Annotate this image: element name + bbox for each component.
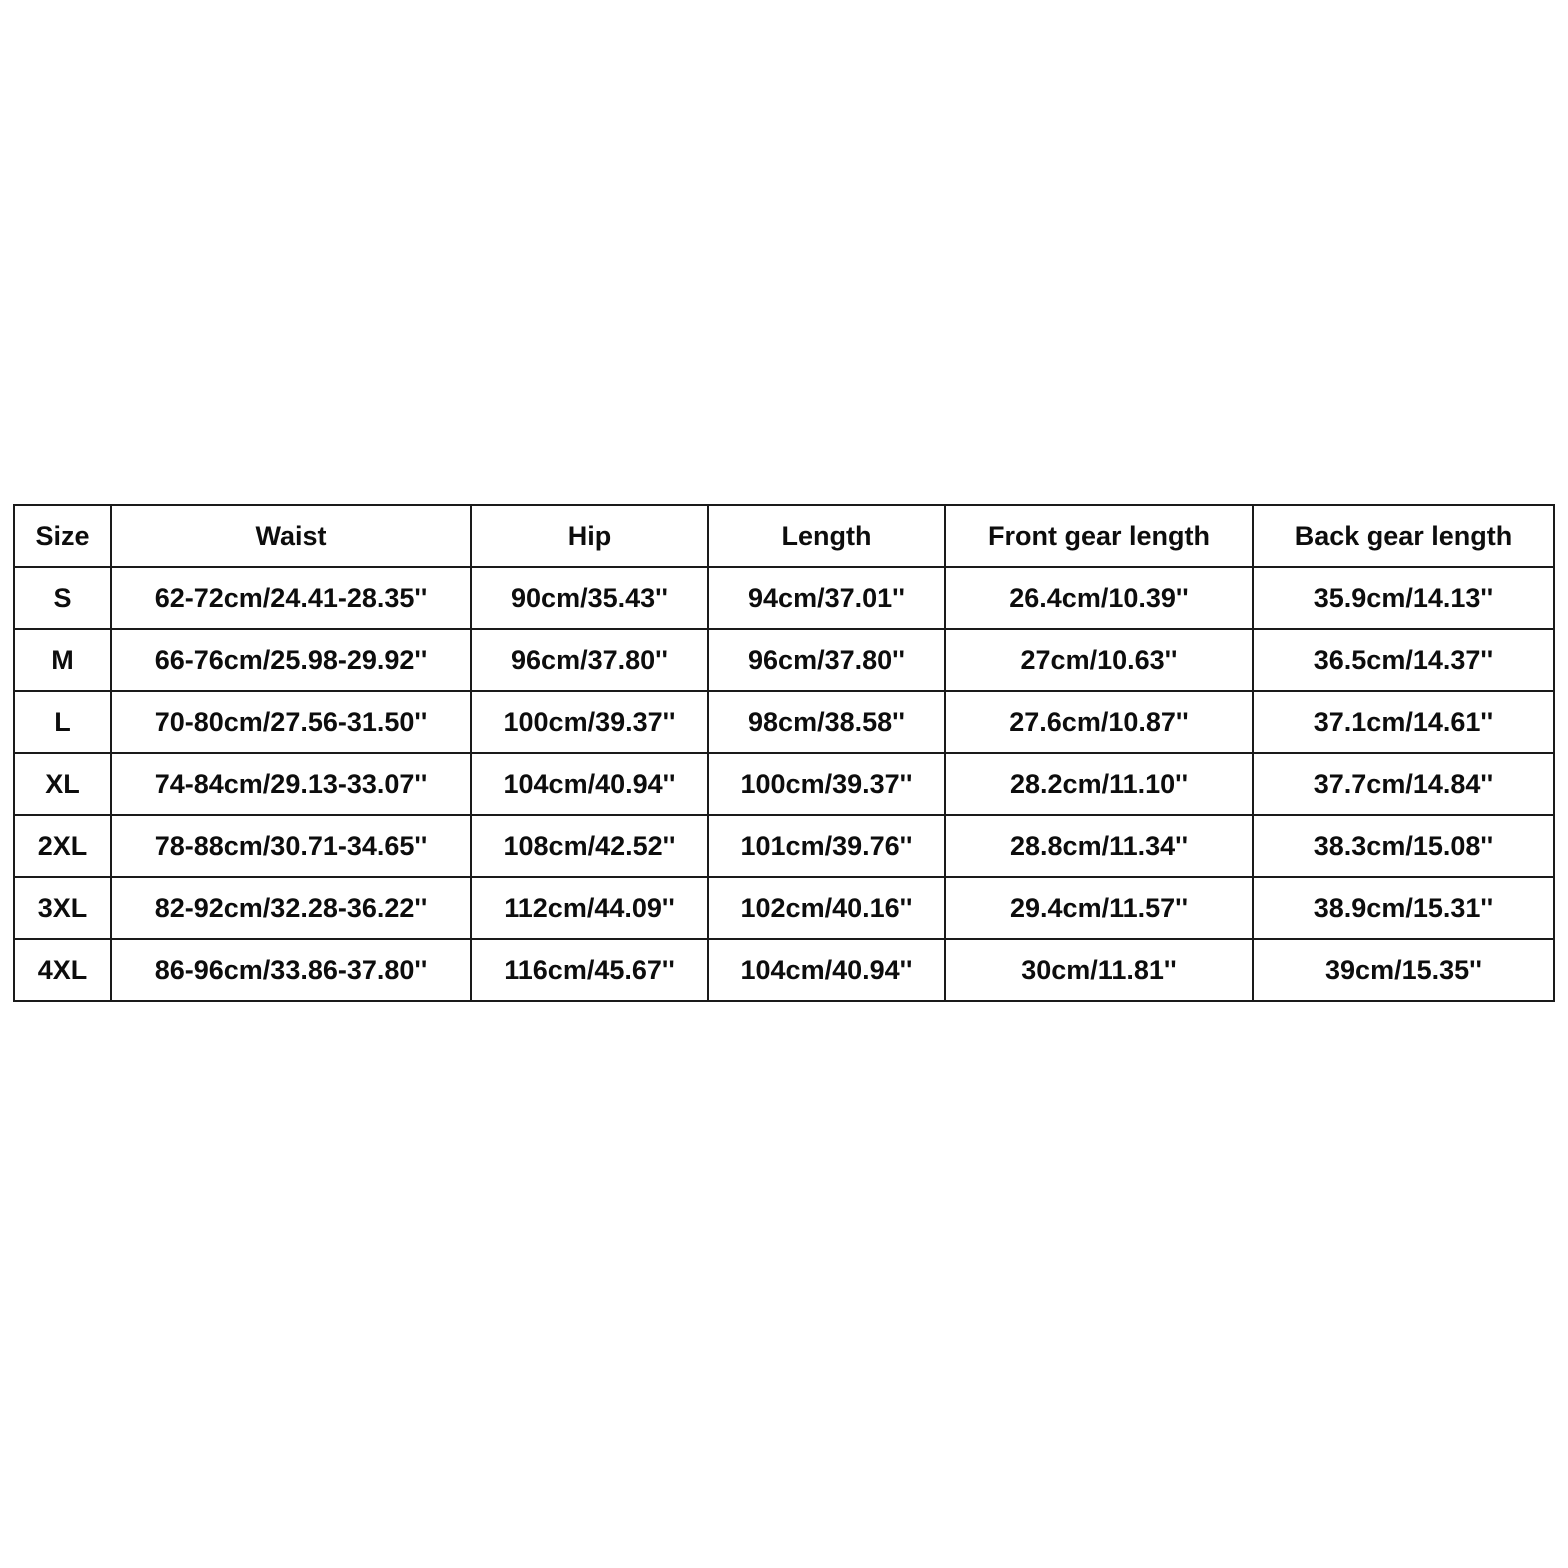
cell-hip: 104cm/40.94''	[471, 753, 708, 815]
cell-waist: 62-72cm/24.41-28.35''	[111, 567, 471, 629]
cell-back-gear-length: 37.7cm/14.84''	[1253, 753, 1554, 815]
table-row	[14, 567, 1554, 629]
size-chart-table	[13, 504, 1555, 1002]
cell-size: 3XL	[14, 877, 111, 939]
cell-length: 98cm/38.58''	[708, 691, 945, 753]
cell-hip: 116cm/45.67''	[471, 939, 708, 1001]
header-back-gear-length: Back gear length	[1253, 505, 1554, 567]
cell-hip: 112cm/44.09''	[471, 877, 708, 939]
cell-back-gear-length: 39cm/15.35''	[1253, 939, 1554, 1001]
cell-front-gear-length: 26.4cm/10.39''	[945, 567, 1253, 629]
cell-waist: 82-92cm/32.28-36.22''	[111, 877, 471, 939]
cell-back-gear-length: 36.5cm/14.37''	[1253, 629, 1554, 691]
cell-hip: 100cm/39.37''	[471, 691, 708, 753]
cell-size: 4XL	[14, 939, 111, 1001]
cell-hip: 90cm/35.43''	[471, 567, 708, 629]
cell-waist: 86-96cm/33.86-37.80''	[111, 939, 471, 1001]
cell-front-gear-length: 28.2cm/11.10''	[945, 753, 1253, 815]
cell-length: 102cm/40.16''	[708, 877, 945, 939]
cell-hip: 96cm/37.80''	[471, 629, 708, 691]
table-row	[14, 815, 1554, 877]
cell-front-gear-length: 27cm/10.63''	[945, 629, 1253, 691]
table-row	[14, 691, 1554, 753]
cell-waist: 70-80cm/27.56-31.50''	[111, 691, 471, 753]
cell-back-gear-length: 38.3cm/15.08''	[1253, 815, 1554, 877]
table-header-row	[14, 505, 1554, 567]
cell-back-gear-length: 37.1cm/14.61''	[1253, 691, 1554, 753]
header-hip: Hip	[471, 505, 708, 567]
cell-front-gear-length: 27.6cm/10.87''	[945, 691, 1253, 753]
table-row	[14, 939, 1554, 1001]
cell-waist: 74-84cm/29.13-33.07''	[111, 753, 471, 815]
header-front-gear-length: Front gear length	[945, 505, 1253, 567]
cell-size: L	[14, 691, 111, 753]
cell-front-gear-length: 30cm/11.81''	[945, 939, 1253, 1001]
cell-waist: 66-76cm/25.98-29.92''	[111, 629, 471, 691]
header-waist: Waist	[111, 505, 471, 567]
cell-hip: 108cm/42.52''	[471, 815, 708, 877]
cell-length: 101cm/39.76''	[708, 815, 945, 877]
cell-length: 104cm/40.94''	[708, 939, 945, 1001]
cell-back-gear-length: 38.9cm/15.31''	[1253, 877, 1554, 939]
cell-size: M	[14, 629, 111, 691]
cell-size: XL	[14, 753, 111, 815]
cell-length: 96cm/37.80''	[708, 629, 945, 691]
cell-waist: 78-88cm/30.71-34.65''	[111, 815, 471, 877]
cell-size: S	[14, 567, 111, 629]
header-length: Length	[708, 505, 945, 567]
header-size: Size	[14, 505, 111, 567]
cell-length: 94cm/37.01''	[708, 567, 945, 629]
table-row	[14, 629, 1554, 691]
cell-front-gear-length: 29.4cm/11.57''	[945, 877, 1253, 939]
cell-front-gear-length: 28.8cm/11.34''	[945, 815, 1253, 877]
table-row	[14, 877, 1554, 939]
cell-size: 2XL	[14, 815, 111, 877]
cell-length: 100cm/39.37''	[708, 753, 945, 815]
table-row	[14, 753, 1554, 815]
cell-back-gear-length: 35.9cm/14.13''	[1253, 567, 1554, 629]
